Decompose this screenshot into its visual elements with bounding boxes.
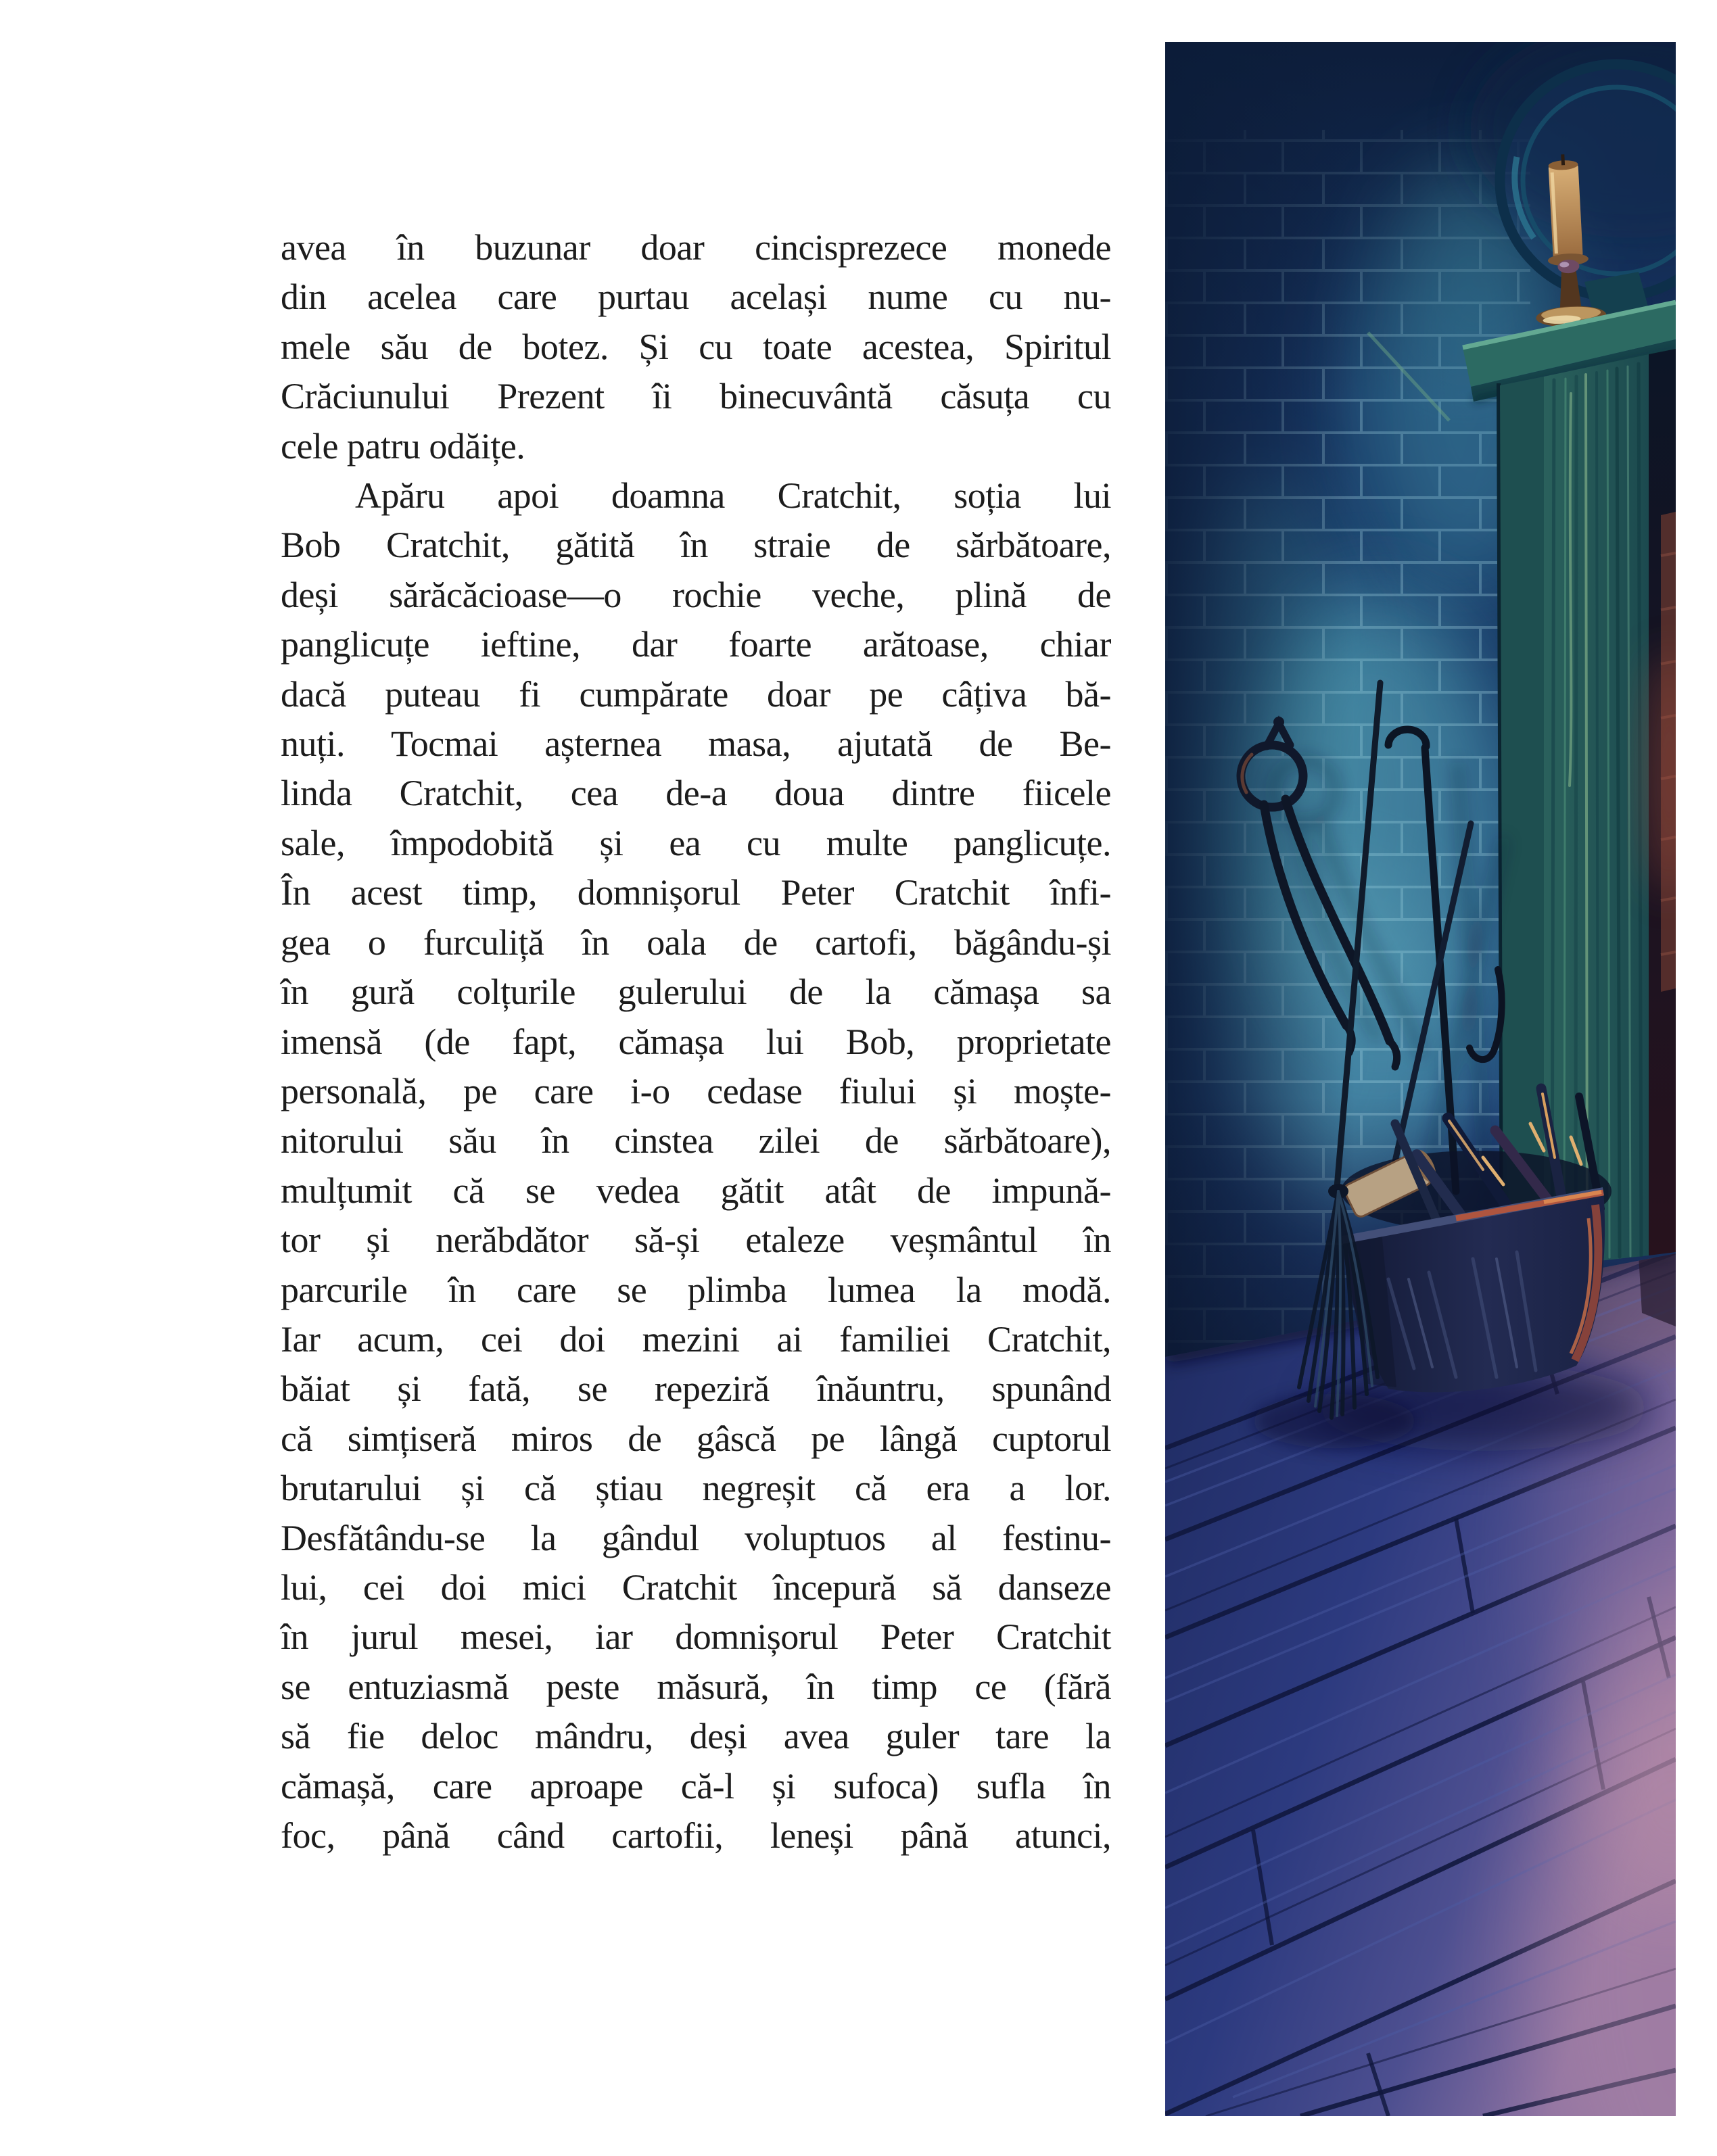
text-line: sale, împodobită și ea cu multe panglicuțe. — [281, 822, 1111, 863]
text-line: Desfătându-se la gândul voluptuos al festinu- — [281, 1517, 1111, 1558]
text-line: brutarului și că știau negreșit că era a lor. — [281, 1468, 1111, 1509]
fireplace-illustration — [1165, 42, 1676, 2116]
text-line: Bob Cratchit, gătită în straie de sărbătoare, — [281, 525, 1111, 566]
text-block — [281, 223, 1111, 1861]
text-line: mele său de botez. Și cu toate acestea, Spiritul — [281, 326, 1111, 367]
text-line: cele patru odăițe. — [281, 425, 525, 466]
text-line: foc, până când cartofii, leneși până atunci, — [281, 1815, 1111, 1856]
text-line: Apăru apoi doamna Cratchit, soția lui — [355, 475, 1111, 517]
text-line: În acest timp, domnișorul Peter Cratchit înfi- — [281, 872, 1111, 913]
text-line: imensă (de fapt, cămașa lui Bob, proprietate — [281, 1021, 1111, 1062]
text-line: Iar acum, cei doi mezini ai familiei Cratchit, — [281, 1318, 1111, 1360]
text-line: nuți. Tocmai așternea masa, ajutată de Be- — [281, 723, 1111, 765]
text-line: dacă puteau fi cumpărate doar pe câțiva bă- — [281, 673, 1111, 715]
text-line: cămașă, care aproape că-l și sufoca) sufla în — [281, 1765, 1111, 1806]
text-line: parcurile în care se plimba lumea la modă. — [281, 1269, 1111, 1310]
text-line: în jurul mesei, iar domnișorul Peter Cratchit — [281, 1616, 1111, 1658]
text-line: panglicuțe ieftine, dar foarte arătoase, chiar — [281, 624, 1111, 665]
text-line: deși sărăcăcioase—o rochie veche, plină de — [281, 574, 1111, 615]
text-line: linda Cratchit, cea de-a doua dintre fiicele — [281, 773, 1111, 814]
text-line: nitorului său în cinstea zilei de sărbătoare), — [281, 1120, 1111, 1161]
illustration-fireplace-scene — [1165, 42, 1676, 2116]
paragraph — [281, 223, 1111, 471]
text-line: că simțiseră miros de gâscă pe lângă cuptorul — [281, 1418, 1111, 1459]
text-line: tor și nerăbdător să-și etaleze veșmântul în — [281, 1220, 1111, 1261]
text-line: din acelea care purtau același nume cu nu- — [281, 277, 1111, 318]
paragraph — [281, 471, 1111, 1861]
text-line: Crăciunului Prezent îi binecuvântă căsuța cu — [281, 376, 1111, 417]
green-panel — [1544, 354, 1649, 1267]
text-line: băiat și fată, se repeziră înăuntru, spunând — [281, 1368, 1111, 1410]
text-line: avea în buzunar doar cincisprezece monede — [281, 227, 1111, 268]
text-line: personală, pe care i-o cedase fiului și moște- — [281, 1070, 1111, 1111]
fireplace-opening — [1649, 349, 1676, 1255]
text-line: lui, cei doi mici Cratchit începură să danseze — [281, 1566, 1111, 1608]
text-line: se entuziasmă peste măsură, în timp ce (fără — [281, 1666, 1111, 1707]
text-line: gea o furculiță în oala de cartofi, băgându-și — [281, 921, 1111, 963]
text-line: să fie deloc mândru, deși avea guler tare la — [281, 1716, 1111, 1757]
text-line: mulțumit că se vedea gătit atât de impună- — [281, 1170, 1111, 1211]
text-line: în gură colțurile gulerului de la cămașa sa — [281, 972, 1111, 1013]
